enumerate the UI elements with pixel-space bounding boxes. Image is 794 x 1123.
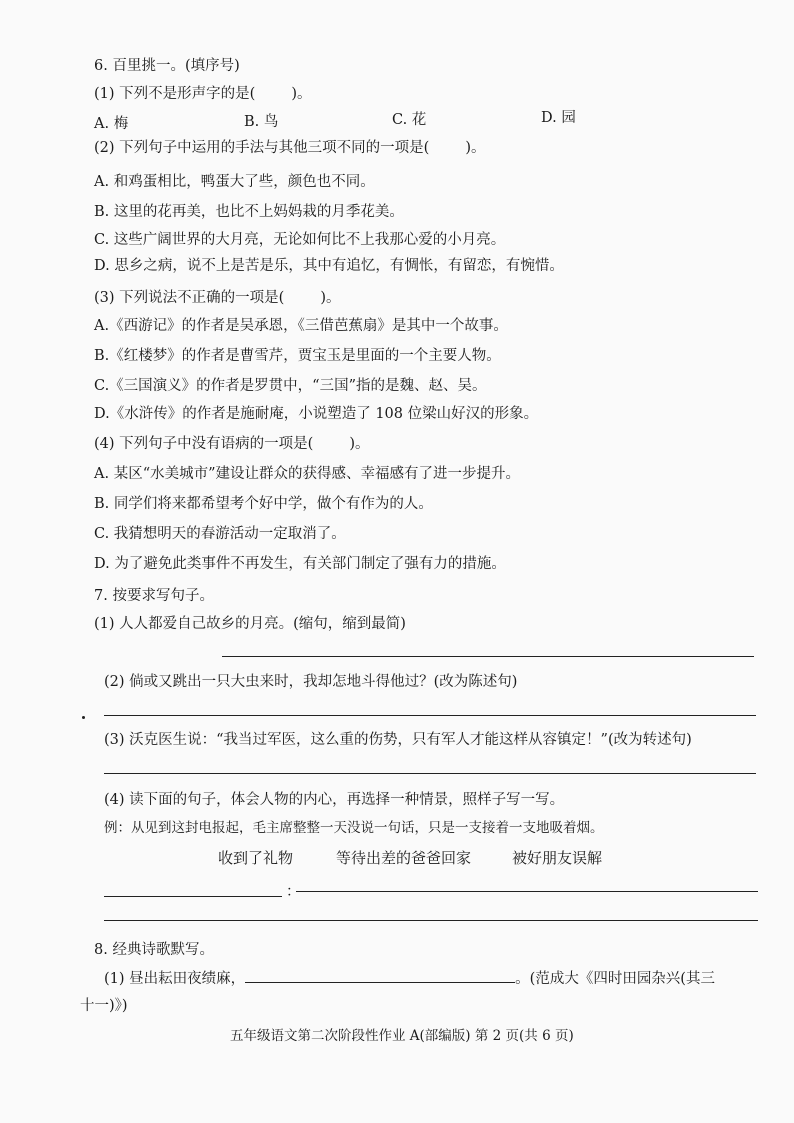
q7-4-situation-line[interactable] [104,896,282,897]
q6-2-stem-post: )。 [465,140,486,156]
q8-title: 8. 经典诗歌默写。 [94,942,214,958]
q7-4-answer-line-2[interactable] [104,920,758,921]
q6-3-stem-pre: (3) 下列说法不正确的一项是( [94,290,285,306]
q8-1-wrap: 十一)》) [80,998,128,1014]
q8-1-pre: (1) 昼出耘田夜绩麻， [104,971,246,987]
q6-1-option-a: A. 梅 [94,116,129,132]
q7-4-choice-misunderstood: 被好朋友误解 [512,849,603,867]
q8-1-blank[interactable] [245,968,515,983]
q6-3-stem-post: )。 [320,290,341,306]
q6-1-stem-pre: (1) 下列不是形声字的是( [94,86,256,102]
q6-4-option-d: D. 为了避免此类事件不再发生，有关部门制定了强有力的措施。 [94,556,506,572]
q7-1-prompt: (1) 人人都爱自己故乡的月亮。(缩句，缩到最简) [94,616,406,632]
q6-4-option-c: C. 我猜想明天的春游活动一定取消了。 [94,526,346,542]
q7-4-prompt: (4) 读下面的句子，体会人物的内心，再选择一种情景，照样子写一写。 [104,792,565,808]
q6-title: 6. 百里挑一。(填序号) [94,58,240,74]
q6-1-option-c: C. 花 [392,112,427,128]
q6-4-stem-post: )。 [349,436,370,452]
q6-4-stem [94,434,369,454]
q6-2-option-c: C. 这些广阔世界的大月亮，无论如何比不上我那心爱的小月亮。 [94,232,506,248]
q8-1-line [104,968,715,989]
q8-1-post: 。(范成大《四时田园杂兴(其三 [515,971,715,987]
q7-title: 7. 按要求写句子。 [94,588,214,604]
q6-2-option-d: D. 思乡之病，说不上是苦是乐，其中有追忆，有惆怅，有留恋，有惋惜。 [94,258,564,274]
q6-1-option-d: D. 园 [541,110,576,126]
q6-2-stem-pre: (2) 下列句子中运用的手法与其他三项不同的一项是( [94,140,430,156]
q7-4-colon: ： [286,884,301,900]
q7-4-choice-waiting: 等待出差的爸爸回家 [336,849,472,867]
q6-1-stem-post: )。 [291,86,312,102]
q7-3-answer-line[interactable] [104,773,756,774]
q7-1-answer-line[interactable] [222,656,754,657]
page-footer: 五年级语文第二次阶段性作业 A(部编版) 第 2 页(共 6 页) [230,1028,574,1044]
q7-4-answer-line-1[interactable] [296,891,758,892]
q6-2-option-b: B. 这里的花再美，也比不上妈妈栽的月季花美。 [94,204,404,220]
q6-2-stem [94,138,485,158]
q6-3-stem [94,288,340,308]
q7-2-prompt: (2) 倘或又跳出一只大虫来时，我却怎地斗得他过？(改为陈述句) [104,674,518,690]
q6-4-stem-pre: (4) 下列句子中没有语病的一项是( [94,436,314,452]
q7-4-example: 例：从见到这封电报起，毛主席整整一天没说一句话，只是一支接着一支地吸着烟。 [104,820,604,836]
q7-3-prompt: (3) 沃克医生说：“我当过军医，这么重的伤势，只有军人才能这样从容镇定！”(改为转述句) [104,732,692,748]
q6-4-option-a: A. 某区“水美城市”建设让群众的获得感、幸福感有了进一步提升。 [94,466,521,482]
q7-4-choice-gift: 收到了礼物 [218,849,294,867]
q6-2-option-a: A. 和鸡蛋相比，鸭蛋大了些，颜色也不同。 [94,174,375,190]
q6-4-option-b: B. 同学们将来都希望考个好中学，做个有作为的人。 [94,496,433,512]
q6-3-option-b: B.《红楼梦》的作者是曹雪芹，贾宝玉是里面的一个主要人物。 [94,348,501,364]
q7-2-answer-line[interactable] [104,715,756,716]
q6-1-option-b: B. 鸟 [244,114,279,130]
stray-mark [82,716,85,719]
q6-3-option-d: D.《水浒传》的作者是施耐庵，小说塑造了 108 位梁山好汉的形象。 [94,406,539,422]
q6-1-stem [94,84,311,104]
q6-3-option-c: C.《三国演义》的作者是罗贯中，“三国”指的是魏、赵、吴。 [94,378,487,394]
q6-3-option-a: A.《西游记》的作者是吴承恩，《三借芭蕉扇》是其中一个故事。 [94,318,508,334]
